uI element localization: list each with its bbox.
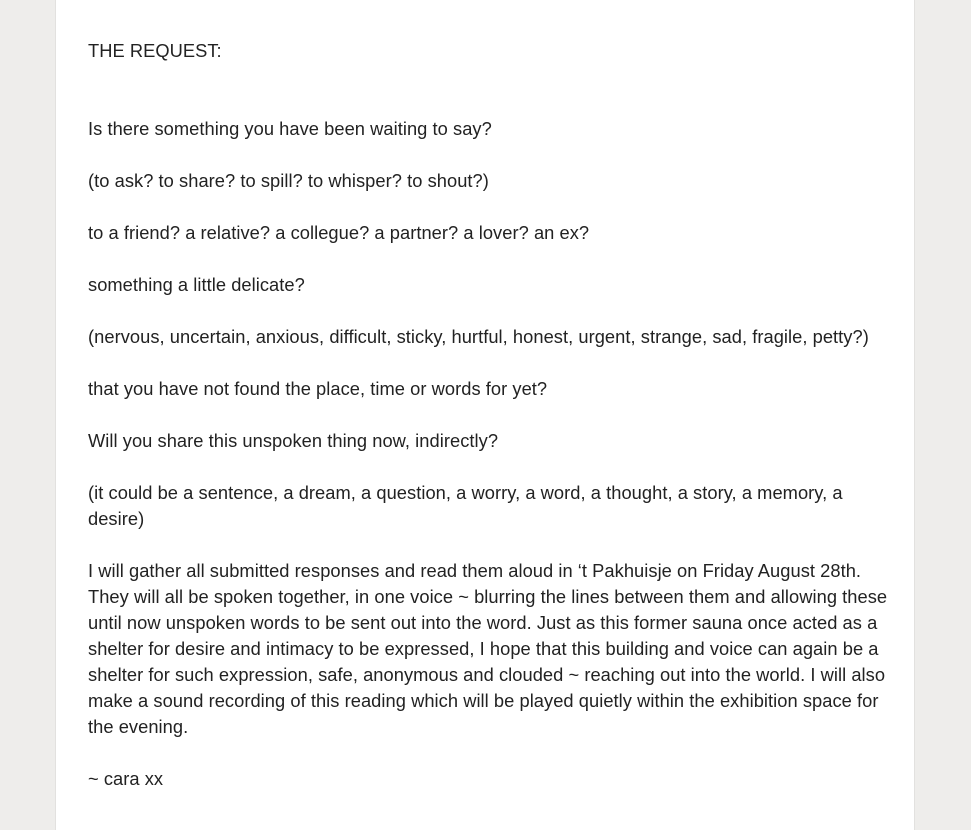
paragraph-not-found: that you have not found the place, time or words for yet? <box>88 378 548 399</box>
paragraph-could-be: (it could be a sentence, a dream, a question, a worry, a word, a thought, a story, a memory, a desire) <box>88 482 843 529</box>
document-body <box>88 38 888 818</box>
paragraph-gather-responses: I will gather all submitted responses and read them aloud in ‘t Pakhuisje on Friday August 28th. They will all be spoken together, in one voice ~ blurring the lines between them and allowing these until now unspoken words to be sent out into the word. Just as this former sauna once acted as a shelter for desire and intimacy to be expressed, I hope that this building and voice can again be a shelter for such expression, safe, anonymous and clouded ~ reaching out into the world. I will also make a sound recording of this reading which will be played quietly within the exhibition space for the evening. <box>88 560 888 737</box>
paragraph-delicate: something a little delicate? <box>88 274 305 295</box>
paragraph-share-now: Will you share this unspoken thing now, indirectly? <box>88 430 499 451</box>
document-card <box>55 0 915 830</box>
paragraph-feelings: (nervous, uncertain, anxious, difficult, sticky, hurtful, honest, urgent, strange, sad, fragile, petty?) <box>88 326 869 347</box>
paragraph-to-ask: (to ask? to share? to spill? to whisper? to shout?) <box>88 170 489 191</box>
paragraph-to-whom: to a friend? a relative? a collegue? a partner? a lover? an ex? <box>88 222 590 243</box>
signature: ~ cara xx <box>88 768 164 789</box>
paragraph-waiting-to-say: Is there something you have been waiting to say? <box>88 118 492 139</box>
document-heading: THE REQUEST: <box>88 40 222 61</box>
